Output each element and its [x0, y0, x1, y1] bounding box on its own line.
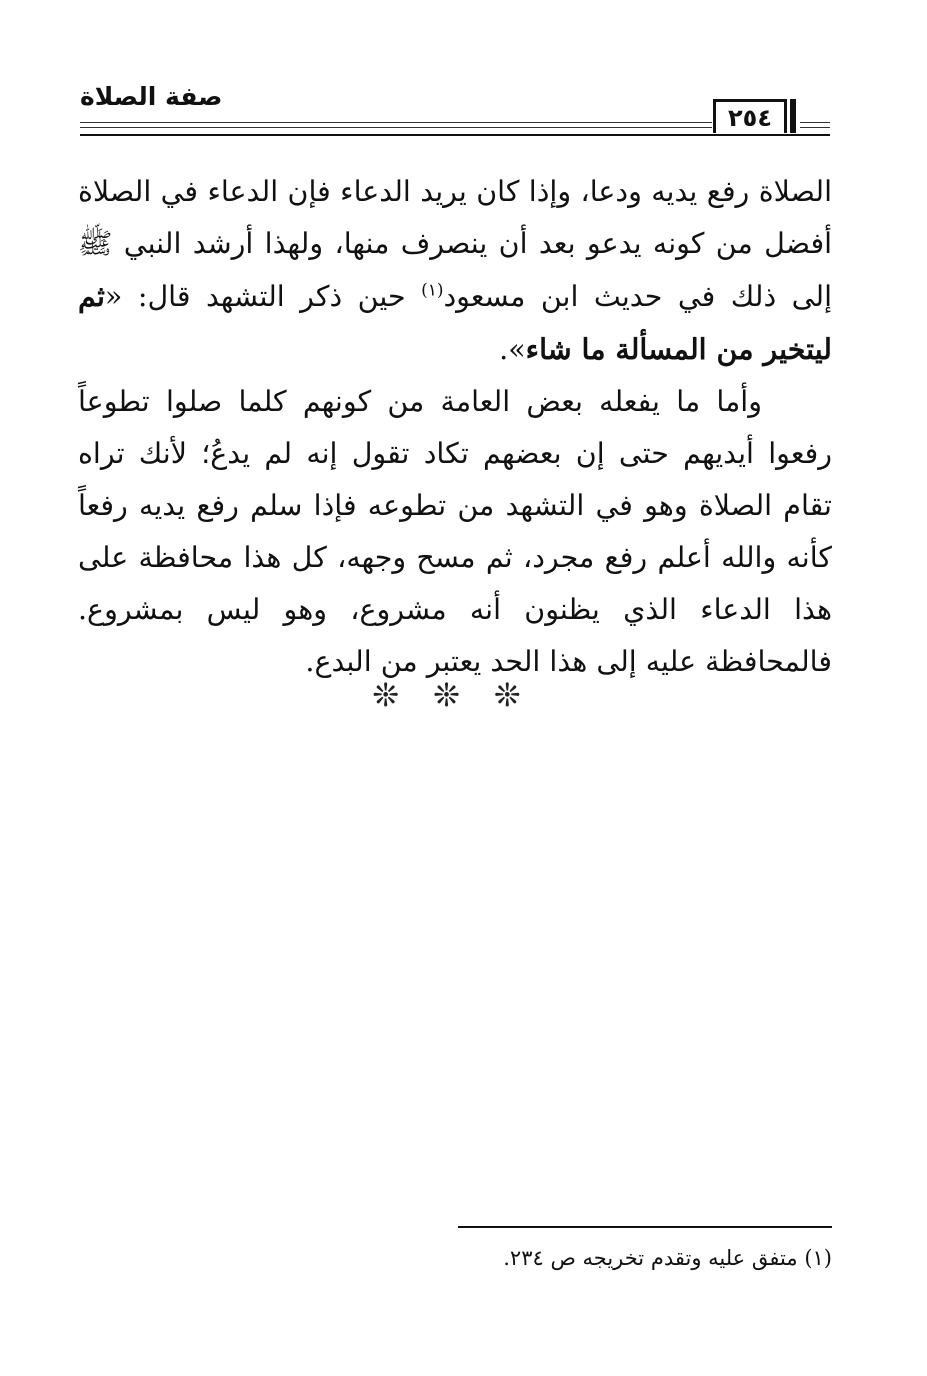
footnote-1	[300, 1241, 832, 1275]
header-bar	[790, 99, 796, 133]
footnote-text: متفق عليه وتقدم تخريجه ص ٢٣٤.	[503, 1246, 798, 1270]
paragraph-1-text-a: الصلاة رفع يديه ودعا، وإذا كان يريد الدعاء فإن الدعاء في الصلاة أفضل من كونه يدعو بعد أن ينصرف منها، ولهذا أرشد النبي ﷺ إلى ذلك في حديث ابن مسعود	[78, 175, 832, 313]
running-title: صفة الصلاة	[80, 82, 223, 111]
page-number: ٢٥٤	[713, 99, 787, 133]
paragraph-1-text-b: حين ذكر التشهد قال: «	[104, 280, 422, 313]
paragraph-2: وأما ما يفعله بعض العامة من كونهم كلما صلوا تطوعاً رفعوا أيديهم حتى إن بعضهم تكاد تقول إنه لم يدعُ؛ لأنك تراه تقام الصلاة وهو في التشهد من تطوعه فإذا سلم رفع يديه رفعاً كأنه والله أعلم رفع مجرد، ثم مسح وجهه، كل هذا محافظة على هذا الدعاء الذي يظنون أنه مشروع، وهو ليس بمشروع. فالمحافظة عليه إلى هذا الحد يعتبر من البدع.	[78, 385, 832, 678]
paragraph-1	[78, 166, 832, 376]
page-header	[0, 0, 927, 150]
body-text	[78, 166, 832, 688]
header-rule-main	[80, 134, 830, 136]
footnote-reference: (١)	[421, 280, 444, 301]
section-ornament: ❊❊❊	[372, 676, 555, 714]
header-rule-left	[80, 122, 712, 128]
hadith-quote: ثم ليتخير من المسألة ما شاء	[78, 279, 832, 366]
footnote-marker: (١)	[804, 1246, 832, 1270]
header-rule-right	[800, 122, 830, 128]
footnote-rule	[458, 1226, 832, 1228]
paragraph-1-text-c: ».	[499, 333, 526, 366]
